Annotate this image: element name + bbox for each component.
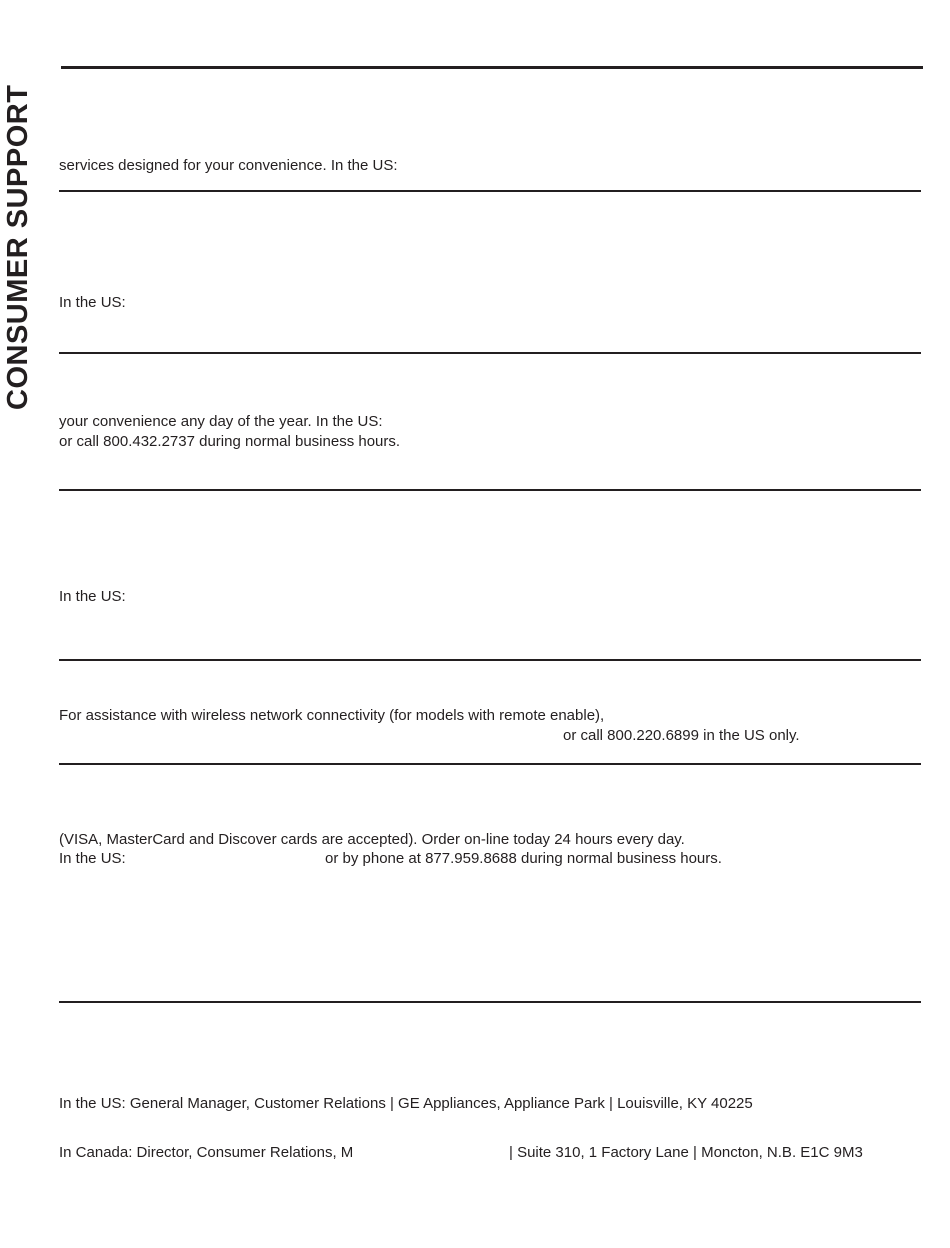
wireless-text-2: or call 800.220.6899 in the US only. [563, 727, 800, 744]
extended-text-2: or call 800.432.2737 during normal business hours. [59, 433, 401, 450]
divider-remote [59, 659, 921, 661]
service-text: services designed for your convenience. In the US: [59, 157, 398, 174]
parts-text-2-label: In the US: [59, 850, 126, 867]
consumer-support-heading: CONSUMER SUPPORT [2, 84, 34, 410]
divider-service [59, 190, 921, 192]
parts-text-2-rest: or by phone at 877.959.8688 during normal business hours. [325, 850, 722, 867]
contact-canada-address: | Suite 310, 1 Factory Lane | Moncton, N.B. E1C 9M3 [509, 1144, 863, 1161]
remote-text: In the US: [59, 588, 126, 605]
contact-canada-name: In Canada: Director, Consumer Relations, M [59, 1144, 354, 1161]
divider-parts [59, 1001, 921, 1003]
divider-wireless [59, 763, 921, 765]
divider-extended [59, 489, 921, 491]
warranty-text: In the US: [59, 294, 126, 311]
contact-us-address: In the US: General Manager, Customer Relations | GE Appliances, Appliance Park | Louisville, KY 40225 [59, 1095, 753, 1112]
top-divider [61, 66, 923, 69]
divider-warranty [59, 352, 921, 354]
wireless-text-1: For assistance with wireless network connectivity (for models with remote enable), [59, 707, 605, 724]
parts-text-1: (VISA, MasterCard and Discover cards are accepted). Order on-line today 24 hours every day. [59, 831, 685, 848]
extended-text-1: your convenience any day of the year. In the US: [59, 413, 383, 430]
